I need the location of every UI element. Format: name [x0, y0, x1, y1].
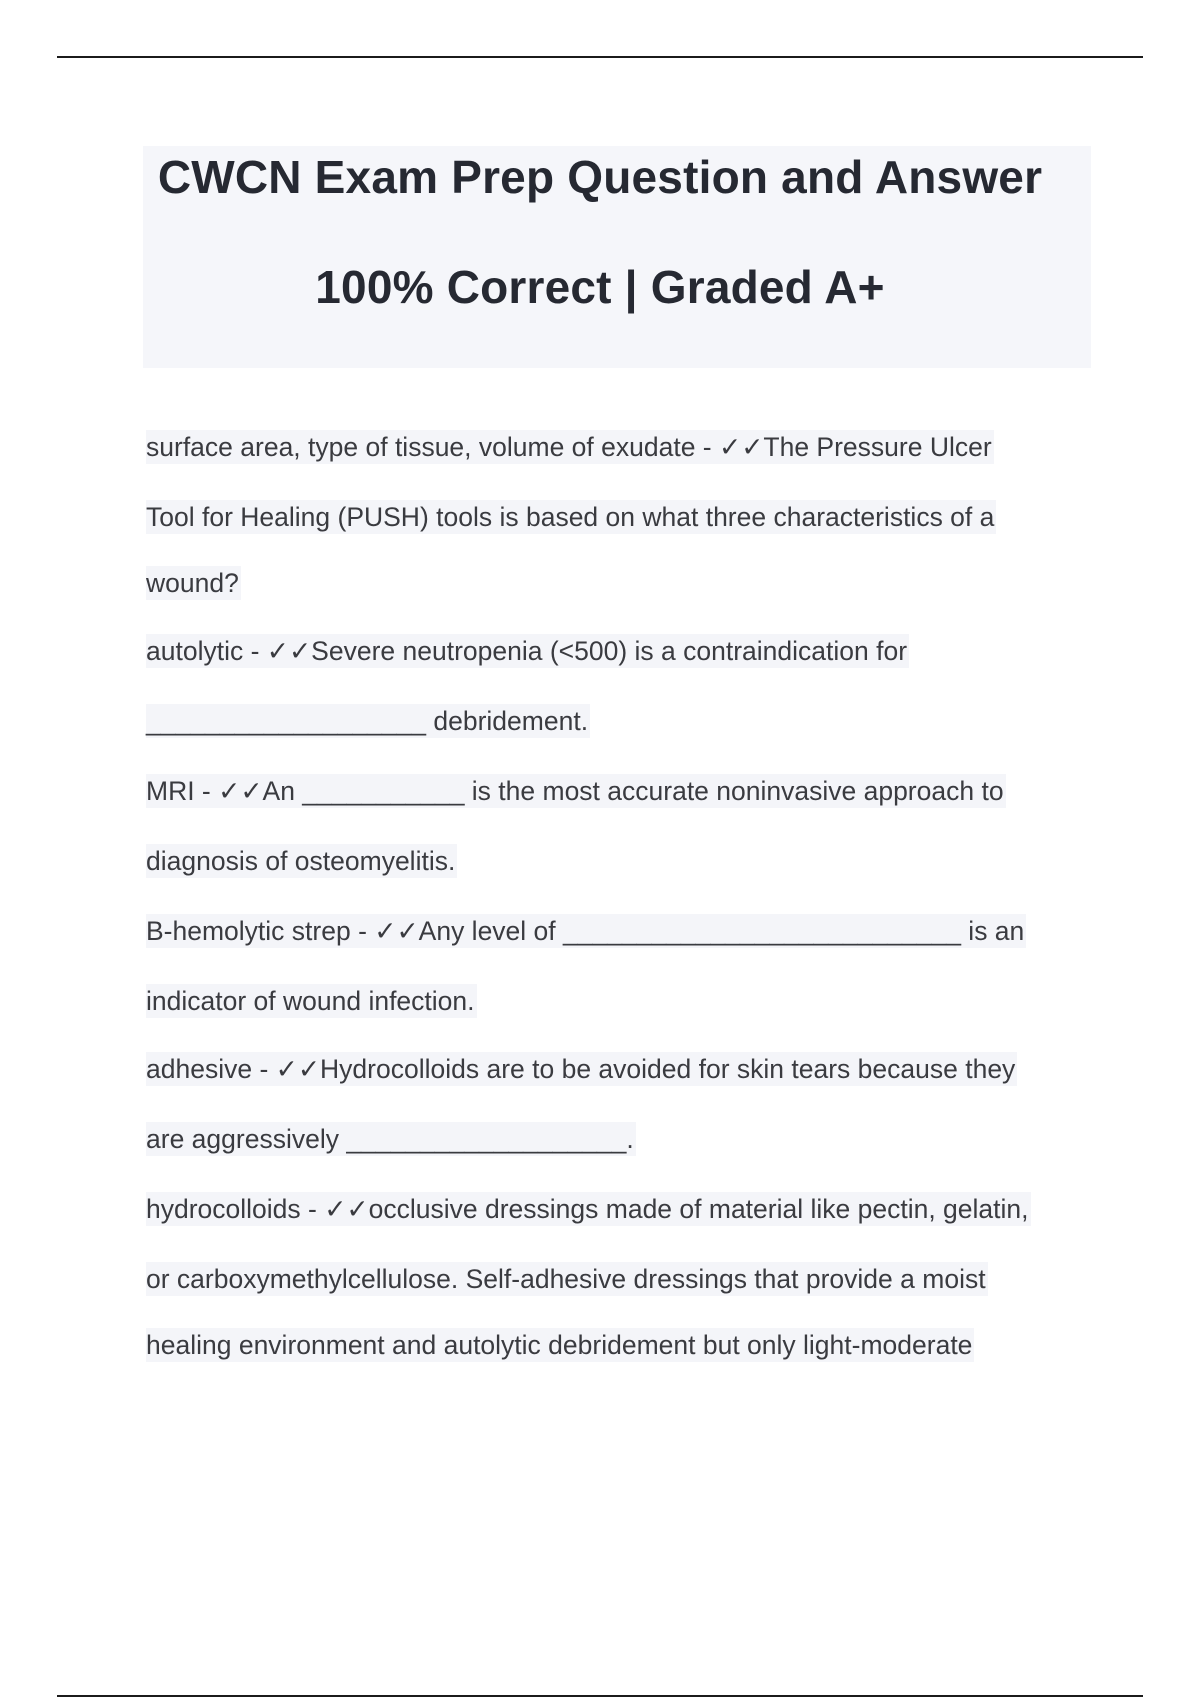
document-title-line-2: 100% Correct | Graded A+: [315, 261, 885, 313]
body-line: Tool for Healing (PUSH) tools is based on what three characteristics of a: [146, 502, 995, 532]
body-line: MRI - ✓✓An ___________ is the most accurate noninvasive approach to: [146, 776, 1004, 806]
body-line: or carboxymethylcellulose. Self-adhesive dressings that provide a moist: [146, 1264, 986, 1294]
body-line: healing environment and autolytic debridement but only light-moderate: [146, 1330, 973, 1360]
top-rule: [57, 56, 1143, 58]
body-line: adhesive - ✓✓Hydrocolloids are to be avoided for skin tears because they: [146, 1054, 1016, 1084]
body-line: wound?: [146, 568, 239, 598]
body-line: indicator of wound infection.: [146, 986, 475, 1016]
body-line: B-hemolytic strep - ✓✓Any level of ___________________________ is an: [146, 916, 1025, 946]
body-line: hydrocolloids - ✓✓occlusive dressings made of material like pectin, gelatin,: [146, 1194, 1029, 1224]
body-line: surface area, type of tissue, volume of exudate - ✓✓The Pressure Ulcer: [146, 432, 992, 462]
body-line: autolytic - ✓✓Severe neutropenia (<500) is a contraindication for: [146, 636, 908, 666]
document-title-line-1: CWCN Exam Prep Question and Answer: [157, 151, 1043, 203]
bottom-rule: [57, 1695, 1143, 1697]
body-line: diagnosis of osteomyelitis.: [146, 846, 456, 876]
body-line: ___________________ debridement.: [146, 706, 589, 736]
body-line: are aggressively ___________________.: [146, 1124, 634, 1154]
